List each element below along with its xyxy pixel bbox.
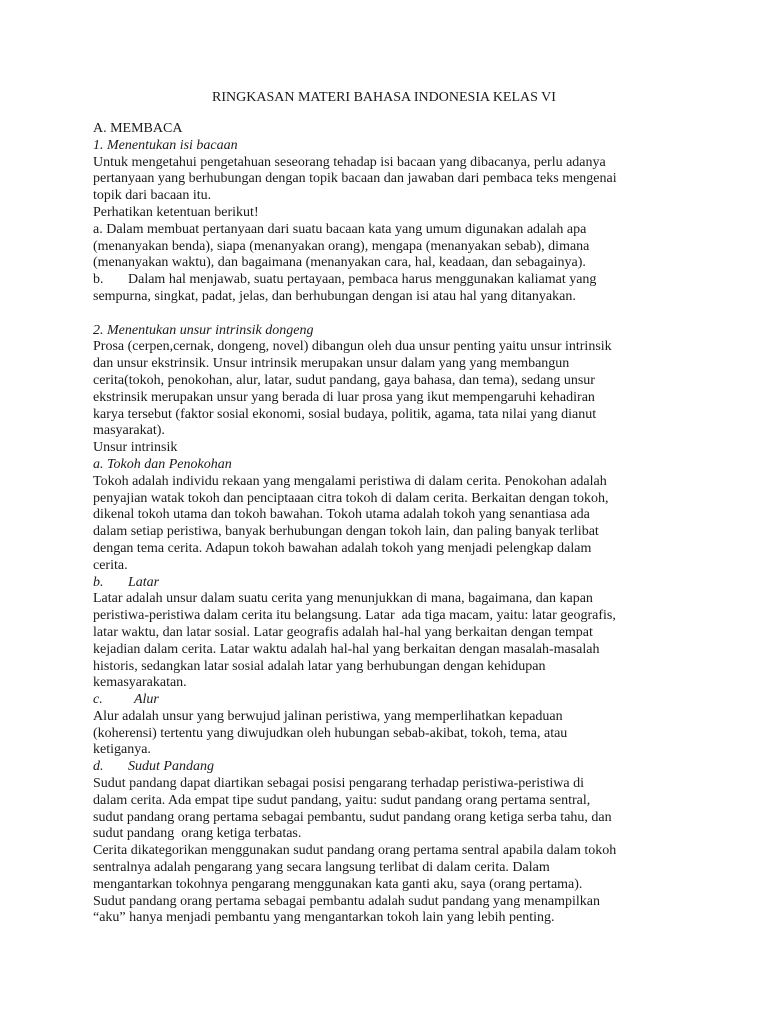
text-line: pertanyaan yang berhubungan dengan topik bacaan dan jawaban dari pembaca teks mengenai (93, 171, 617, 187)
text-line: kejadian dalam cerita. Latar waktu adalah hal-hal yang berkaitan dengan masalah-masalah (93, 641, 600, 657)
text-line: ketiganya. (93, 742, 151, 758)
text-line: latar waktu, dan latar sosial. Latar geografis adalah hal-hal yang berkaitan dengan tempat (93, 624, 593, 640)
text-line: Perhatikan ketentuan berikut! (93, 204, 259, 220)
text-line: dengan tema cerita. Adapun tokoh bawahan adalah tokoh yang menjadi pelengkap dalam (93, 540, 592, 556)
text-line: cerita. (93, 557, 128, 573)
subheading: 1. Menentukan isi bacaan (93, 137, 238, 153)
text-line: Untuk mengetahui pengetahuan seseorang tehadap isi bacaan yang dibacanya, perlu adanya (93, 154, 606, 170)
text-line: dikenal tokoh utama dan tokoh bawahan. Tokoh utama adalah tokoh yang senantiasa ada (93, 507, 590, 523)
text-line: Prosa (cerpen,cernak, dongeng, novel) dibangun oleh dua unsur penting yaitu unsur intrinsik (93, 339, 612, 355)
subheading: 2. Menentukan unsur intrinsik dongeng (93, 322, 314, 338)
text-line: sudut pandang orang pertama sebagai pembantu, sudut pandang orang ketiga serba tahu, dan (93, 809, 612, 825)
text-line: (menanyakan benda), siapa (menanyakan orang), mengapa (menanyakan sebab), dimana (93, 238, 590, 254)
text-line: “aku” hanya menjadi pembantu yang mengantarkan tokoh lain yang lebih penting. (93, 910, 555, 926)
text-line: dalam setiap peristiwa, banyak berhubungan dengan tokoh lain, dan paling banyak terlibat (93, 524, 599, 540)
text-line: Latar adalah unsur dalam suatu cerita yang menunjukkan di mana, bagaimana, dan kapan (93, 591, 593, 607)
text-line: karya tersebut (faktor sosial ekonomi, sosial budaya, politik, agama, tata nilai yang dianut (93, 406, 597, 422)
text-line: topik dari bacaan itu. (93, 188, 212, 204)
text-line: penyajian watak tokoh dan penciptaaan citra tokoh di dalam cerita. Berkaitan dengan tokoh, (93, 490, 609, 506)
section-heading: A. MEMBACA (93, 121, 183, 136)
subheading: c. Alur (93, 692, 159, 708)
text-line: Tokoh adalah individu rekaan yang mengalami peristiwa di dalam cerita. Penokohan adalah (93, 473, 607, 489)
text-line: Alur adalah unsur yang berwujud jalinan peristiwa, yang memperlihatkan kepaduan (93, 708, 563, 724)
paragraph-gap (93, 306, 683, 323)
text-line: Sudut pandang orang pertama sebagai pembantu adalah sudut pandang yang menampilkan (93, 893, 600, 909)
text-line: Unsur intrinsik (93, 440, 178, 456)
text-line: mengantarkan tokohnya pengarang menggunakan kata ganti aku, saya (orang pertama). (93, 876, 583, 892)
text-line: ekstrinsik merupakan unsur yang berada di luar prosa yang ikut mempengaruhi kehadiran (93, 389, 595, 405)
document-title: RINGKASAN MATERI BAHASA INDONESIA KELAS VI (212, 90, 556, 105)
text-line: historis, sedangkan latar sosial adalah latar yang berhubungan dengan kehidupan (93, 658, 546, 674)
document-body (93, 121, 683, 927)
text-line: peristiwa-peristiwa dalam cerita itu belangsung. Latar ada tiga macam, yaitu: latar geografis, (93, 608, 616, 624)
subheading: a. Tokoh dan Penokohan (93, 456, 232, 472)
subheading: b. Latar (93, 574, 160, 590)
text-line: masyarakat). (93, 423, 165, 439)
text-line: a. Dalam membuat pertanyaan dari suatu bacaan kata yang umum digunakan adalah apa (93, 221, 587, 237)
text-line: Sudut pandang dapat diartikan sebagai posisi pengarang terhadap peristiwa-peristiwa di (93, 776, 585, 792)
text-line: sudut pandang orang ketiga terbatas. (93, 826, 302, 842)
text-line: kemasyarakatan. (93, 675, 187, 691)
text-line: (menanyakan waktu), dan bagaimana (menanyakan cara, hal, keadaan, dan sebagainya). (93, 255, 586, 271)
text-line: (koherensi) tertentu yang diwujudkan oleh hubungan sebab-akibat, tokoh, tema, atau (93, 725, 568, 741)
text-line: sempurna, singkat, padat, jelas, dan berhubungan dengan isi atau hal yang ditanyakan. (93, 288, 576, 304)
text-line: cerita(tokoh, penokohan, alur, latar, sudut pandang, gaya bahasa, dan tema), sedang unsur (93, 372, 595, 388)
text-line: dalam cerita. Ada empat tipe sudut pandang, yaitu: sudut pandang orang pertama sentral, (93, 792, 591, 808)
text-line: dan unsur ekstrinsik. Unsur intrinsik merupakan unsur dalam yang yang membangun (93, 356, 570, 372)
text-line: b. Dalam hal menjawab, suatu pertayaan, pembaca harus menggunakan kaliamat yang (93, 272, 597, 288)
text-line: Cerita dikategorikan menggunakan sudut pandang orang pertama sentral apabila dalam tokoh (93, 843, 617, 859)
text-line: sentralnya adalah pengarang yang secara langsung terlibat di dalam cerita. Dalam (93, 860, 550, 876)
subheading: d. Sudut Pandang (93, 759, 214, 775)
